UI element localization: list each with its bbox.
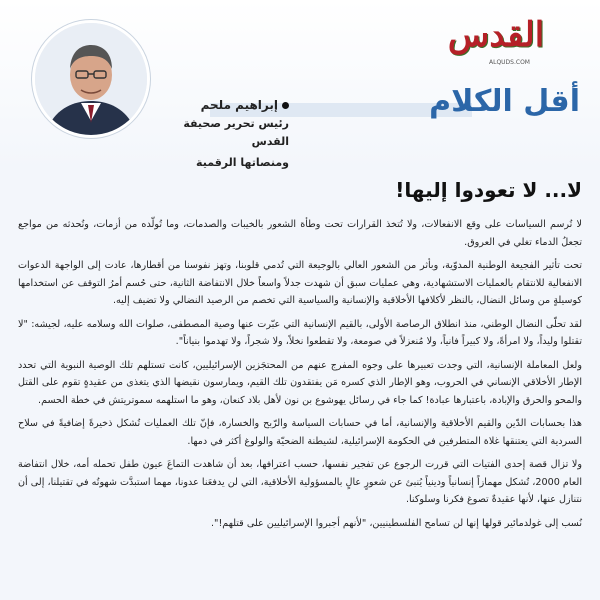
header xyxy=(0,0,600,168)
logo-url: ALQUDS.COM xyxy=(489,59,530,66)
article-paragraph: هذا بحسابات الدّين والقيم الأخلاقية والإنسانية، أما في حسابات السياسة والرّبح والخسارة، فإنّ تلك العمليات تُشكل ذخيرةً إضافيةً في سلاح السردية التي يعتنقها غلاة المتطرفين في الحكومة الإسرائيلية، لشيطنة الضحيّة والولوغ أكثر في دمها. xyxy=(18,418,582,447)
author-role-line1: رئيس تحرير صحيفة القدس xyxy=(183,117,289,148)
logo-text: القدس xyxy=(447,15,545,55)
article-body xyxy=(18,168,582,538)
author-role-line2: ومنصاتها الرقمية xyxy=(196,156,289,169)
author-name: إبراهيم ملحم xyxy=(200,98,278,112)
article-paragraph: ولا تزال قصة إحدى الفتيات التي قررت الرجوع عن تفجير نفسها، حسب اعترافها، بعد أن شاهدت التماعَ عيون طفل تحمله أمه، خلال انتفاضة العام 2000، تُشكل مهمازاً إنسانياً ودينياً يُنبئ عن شعورٍ عالٍ بالمسؤولية الأخلاقية، التي لن يدفعَنا عدونا، مهما استبدَّت شهوتُه في تقتيلنا، إلى أن نتنازل عنها، لأنها عقيدةٌ تصوغ فكرنا وسلوكنا. xyxy=(18,459,582,505)
author-block xyxy=(144,98,289,172)
article-paragraph: لقد تحلّى النضال الوطني، منذ انطلاق الرصاصة الأولى، بالقيم الإنسانية التي عبّرت عنها وصية المصطفى، صلوات الله وسلامه عليه، لجيشه: "لا تقتلوا وليداً، ولا امرأةً، ولا كبيراً فانياً، ولا مُنعزلاً في صومعة، ولا تقطعوا نخلاً، ولا شجراً، ولا تهدموا بنياناً". xyxy=(18,318,582,347)
author-photo xyxy=(32,20,150,138)
section-title: أقل الكلام xyxy=(429,84,580,119)
newspaper-logo[interactable] xyxy=(426,14,566,66)
author-portrait-icon xyxy=(35,23,147,135)
article-paragraph: تحت تأثير الفجيعة الوطنية المدوّية، وبأثر من الشعور العالي بالوجيعة التي تُدمي قلوبنا، وتهز نفوسنا من أقطارها، عادت إلى الواجهة الدعوات الانفعالية للانتقام بالعمليات الاستشهادية، وهي عمليات سبق أن شهدت جدلاً واسعاً خلال الانتفاضة الثانية، حتى حُسم أمرُ التوقف عن استخدامها كوسيلةٍ من وسائل النضال، بالنظر لأكلافها الأخلاقية والإنسانية والسياسية التي تخصم من الرصيد النضالي ولا تضيف إليه. xyxy=(18,260,582,306)
article-paragraph: نُسب إلى غولدمائير قولها إنها لن تسامح الفلسطينيين، "لأنهم أجبروا الإسرائيليين على قتلهم!". xyxy=(211,517,582,529)
article-headline: لا... لا تعودوا إليها! xyxy=(395,178,582,202)
article-paragraph: لا تُرسم السياسات على وقع الانفعالات، ولا تُتخذ القرارات تحت وطأة الشعور بالخيبات والصدمات، وما تُولّده من أزمات، وتُحدثه من مواجع تجعلُ الدماء تغلي في العروق. xyxy=(18,219,582,248)
bullet-icon xyxy=(282,102,289,109)
article-paragraph: ولعل المعاملة الإنسانية، التي وجدت تعبيرها على وجوه المفرج عنهم من المحتجَزين الإسرائيليين، كانت تستلهم تلك الوصية النبوية التي تحدد الإطار الأخلاقي الإنساني في الحروب، وهو الإطار الذي كسره مَن يفتقدون تلك القيم، ويمارسون نقيضها الذي يتغذى من عقيدةٍ تقوم على القتل والمحو والحرق والإبادة، باعتبارها عبادة! كما جاء في رسائل يهوشوع بن نون لأهل بلاد كنعان، وهو ما استلهمه سموتريتش في خطة الحسم. xyxy=(18,359,582,406)
author-name-row xyxy=(144,98,289,112)
